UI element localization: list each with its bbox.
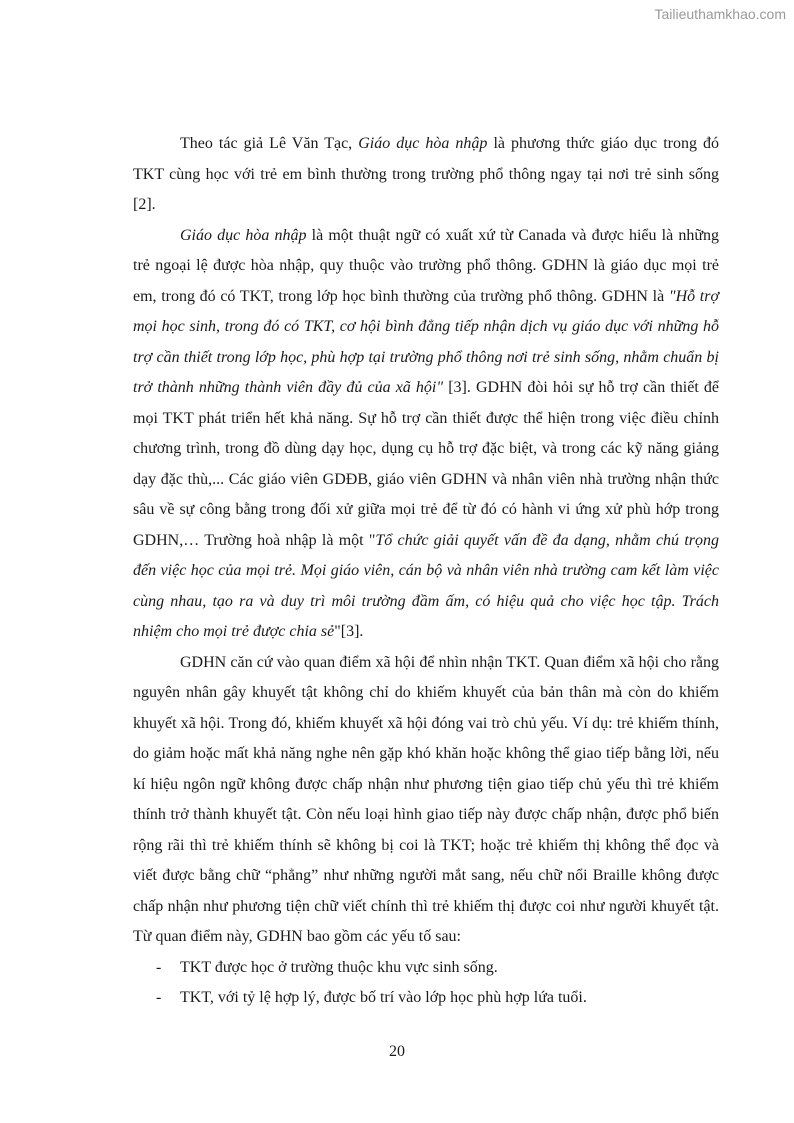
- text-run: Theo tác giả Lê Văn Tạc,: [180, 135, 359, 152]
- list-item-text: TKT được học ở trường thuộc khu vực sinh sống.: [180, 958, 498, 976]
- list-item-text: TKT, với tỷ lệ hợp lý, được bố trí vào lớp học phù hợp lứa tuổi.: [180, 989, 587, 1006]
- text-run: [3]. GDHN đòi hỏi sự hỗ trợ cần thiết để mọi TKT phát triển hết khả năng. Sự hỗ trợ cần thiết được thể hiện trong việc điều chỉnh chương trình, trong đồ dùng dạy học, dụng cụ hỗ trợ đặc biệt, và trong các kỹ năng giảng dạy đặc thù,... Các giáo viên GDĐB, giáo viên GDHN và nhân viên nhà trường nhận thức sâu về sự công bằng trong đối xử giữa mọi trẻ để từ đó có hành vi ứng xử phù hớp trong GDHN,… Trường hoà nhập là một ": [133, 379, 720, 549]
- text-run: là một thuật ngữ có xuất xứ từ Canada và được hiểu là những trẻ ngoại lệ được hòa nhập, quy thuộc vào trường phổ thông. GDHN là giáo dục mọi trẻ em, trong đó có TKT, trong lớp học bình thường của trường phổ thông. GDHN là: [133, 226, 719, 305]
- bullet-dash: -: [156, 958, 162, 976]
- list-item: [133, 983, 719, 1014]
- bullet-dash: -: [156, 989, 162, 1006]
- paragraph-1: [133, 129, 719, 221]
- watermark: Tailieuthamkhao.com: [654, 6, 786, 22]
- paragraph-3: [133, 648, 719, 953]
- italic-term: Giáo dục hòa nhập: [358, 135, 488, 152]
- page-body: [133, 129, 719, 1014]
- text-run: "[3].: [334, 623, 364, 640]
- italic-term: Giáo dục hòa nhập: [180, 226, 307, 244]
- italic-quote: Tổ chức giải quyết vấn đề đa dạng, nhằm chú trọng đến việc học của mọi trẻ. Mọi giáo viên, cán bộ và nhân viên nhà trường cam kết làm việc cùng nhau, tạo ra và duy trì môi trường đầm ấm, có hiệu quả cho việc học tập. Trách nhiệm cho mọi trẻ được chia sẻ: [133, 531, 719, 640]
- page-number: 20: [389, 1043, 405, 1060]
- italic-quote: "Hỗ trợ mọi học sinh, trong đó có TKT, cơ hội bình đẳng tiếp nhận dịch vụ giáo dục với những hỗ trợ cần thiết trong lớp học, phù hợp tại trường phổ thông nơi trẻ sinh sống, nhằm chuẩn bị trở thành những thành viên đầy đủ của xã hội": [133, 287, 720, 396]
- text-run: GDHN căn cứ vào quan điểm xã hội để nhìn nhận TKT. Quan điểm xã hội cho rằng nguyên nhân gây khuyết tật không chỉ do khiếm khuyết của bản thân mà còn do khiếm khuyết xã hội. Trong đó, khiếm khuyết xã hội đóng vai trò chủ yếu. Ví dụ: trẻ khiếm thính, do giảm hoặc mất khả năng nghe nên gặp khó khăn hoặc không thể giao tiếp bằng lời, nếu kí hiệu ngôn ngữ không được chấp nhận như phương tiện giao tiếp chủ yếu thì trẻ khiếm thính trở thành khuyết tật. Còn nếu loại hình giao tiếp này được chấp nhận, được phổ biến rộng rãi thì trẻ khiếm thính sẽ không bị coi là TKT; hoặc trẻ khiếm thị không thể đọc và viết được bằng chữ “phẳng” như những người mắt sang, nếu chữ nổi Braille không được chấp nhận như phương tiện chữ viết chính thì trẻ khiếm thị được coi như người khuyết tật. Từ quan điểm này, GDHN bao gồm các yếu tố sau:: [133, 653, 719, 945]
- text-run: là phương thức giáo dục trong đó TKT cùng học với trẻ em bình thường trong trường phổ thông ngay tại nơi trẻ sinh sống [2].: [133, 135, 720, 213]
- paragraph-2: [133, 221, 719, 648]
- list-item: [133, 953, 719, 984]
